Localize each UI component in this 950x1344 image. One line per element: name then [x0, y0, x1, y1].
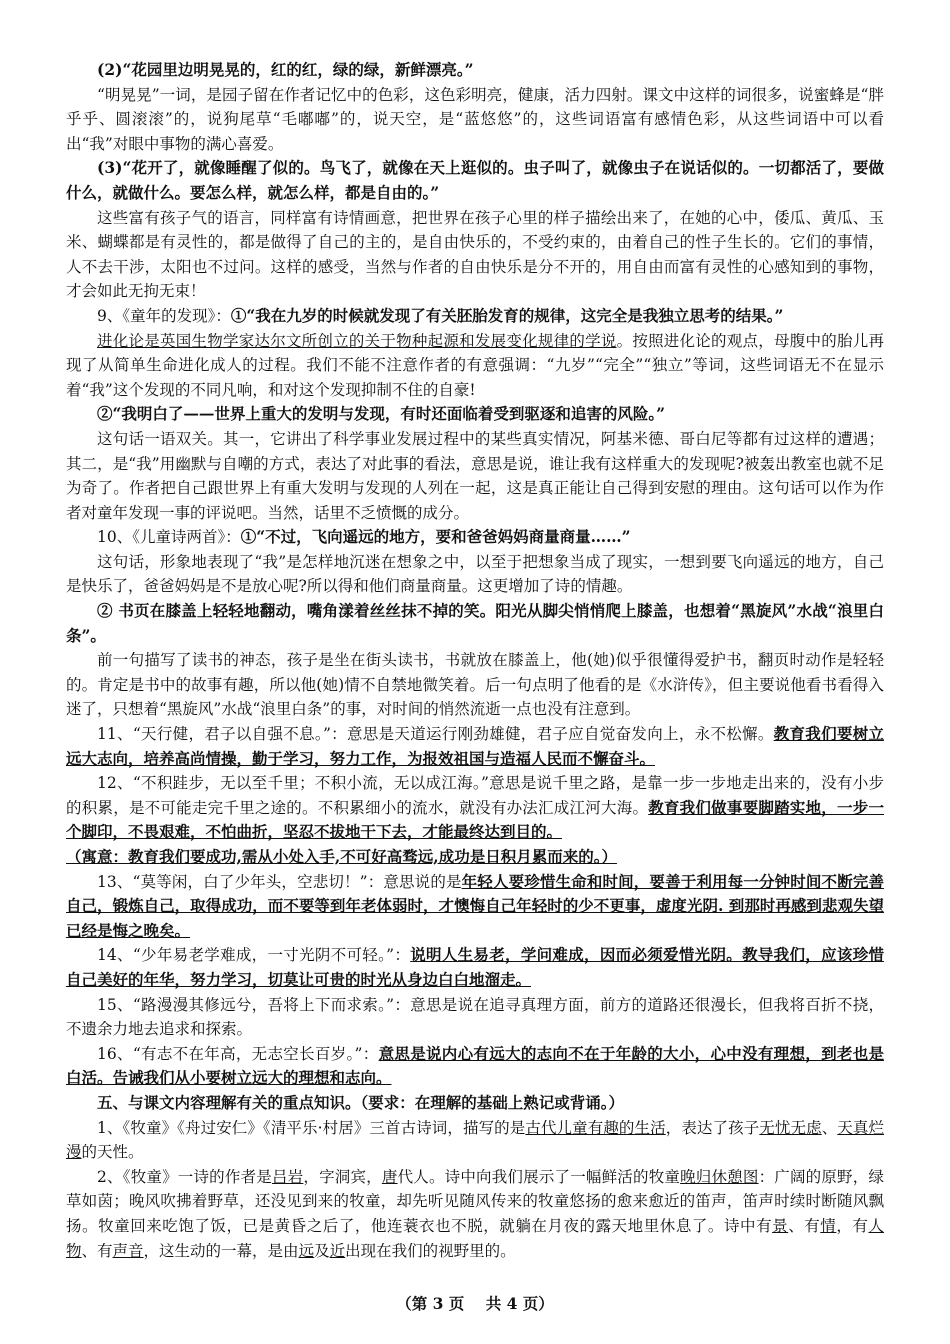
text-run: ，有: [836, 1216, 869, 1235]
paragraph: [66, 722, 884, 771]
text-run: 、: [821, 1118, 838, 1137]
text-run: ：广阔的原野，绿草如茵；晚风吹拂着野草，还没见到来的牧童，却先听见随风传来的牧童悠扬的愈来愈近的笛声，笛声时续时断随风飘扬。牧童回来吃饱了饭，已是黄昏之后了，他连蓑衣也不脱，就躺在月夜的露天地里休息了。诗中有: [66, 1167, 884, 1235]
text-run: 14、“少年易老学难成，一寸光阴不可轻。”：: [97, 946, 411, 965]
text-run: 11、“天行健，君子以自强不息。”：意思是天道运行刚劲雄健，君子应自觉奋发向上，永不松懈。: [97, 725, 774, 744]
paragraph: [66, 525, 884, 550]
text-run: 无忧无虑: [759, 1118, 822, 1137]
text-run: “明晃晃”一词，是园子留在作者记忆中的色彩，这色彩明亮，健康，活力四射。课文中这样的词很多，说蜜蜂是“胖乎乎、圆滚滚”的，说狗尾草“毛嘟嘟”的，说天空，是“蓝悠悠”的，这些词语富有感情色彩，从这些词语中可以看出“我”对眼中事物的满心喜爱。: [66, 85, 884, 153]
text-run: 9、《童年的发现》：: [97, 306, 231, 325]
text-run: (2)“花园里边明晃晃的，红的红，绿的绿，新鲜漂亮。”: [97, 60, 474, 79]
text-run: 、有: [81, 1241, 113, 1260]
document-body: [66, 58, 884, 1263]
text-run: 这句话一语双关。其一，它讲出了科学事业发展过程中的某些真实情况，阿基米德、哥白尼等都有过这样的遭遇；其二，是“我”用幽默与自嘲的方式，表达了对此事的看法，意思是说，谁让我有这样重大的发现呢?被轰出教室也就不足为奇了。作者把自己跟世界上有重大发明与发现的人列在一起，这是真正能让自己得到安慰的理由。这句话可以作为作者对童年发现一事的评说吧。当然，话里不乏愤慨的成分。: [66, 429, 884, 522]
text-run: ，表达了孩子: [665, 1118, 760, 1137]
text-run: 代人。诗中向我们展示了一幅鲜活的牧童: [397, 1167, 681, 1186]
text-run: ② 书页在膝盖上轻轻地翻动，嘴角漾着丝丝抹不掉的笑。阳光从脚尖悄悄爬上膝盖，也想着“黑旋风”水战“浪里白条”。: [66, 601, 884, 645]
paragraph: [66, 845, 884, 870]
paragraph: [66, 771, 884, 845]
paragraph: [66, 648, 884, 722]
paragraph: [66, 1042, 884, 1091]
text-run: 及: [314, 1241, 330, 1260]
text-run: 情: [820, 1216, 837, 1235]
text-run: 进化论是英国生物学家达尔文所创立的关于物种起源和发展变化规律的学说: [97, 331, 617, 350]
text-run: 前一句描写了读书的神态，孩子是坐在街头读书，书就放在膝盖上，他(她)似乎很懂得爱护书，翻页时动作是轻轻的。肯定是书中的故事有趣，所以他(她)情不自禁地微笑着。后一句点明了他看的是《水浒传》，但主要说他看书看得入迷了，只想着“黑旋风”水战“浪里白条”的事，对时间的悄然流逝一点也没有注意到。: [66, 651, 884, 719]
paragraph: [66, 304, 884, 329]
text-run: ①“不过，飞向遥远的地方，要和爸爸妈妈商量商量……”: [240, 527, 631, 547]
text-run: 古代儿童有趣的生活: [525, 1118, 666, 1137]
text-run: 唐: [381, 1167, 398, 1186]
text-run: 五、与课文内容理解有关的重点知识。（要求：在理解的基础上熟记或背诵。）: [97, 1092, 625, 1112]
text-run: ，这生动的一幕，是由: [143, 1241, 299, 1260]
paragraph: [66, 329, 884, 403]
text-run: 这些富有孩子气的语言，同样富有诗情画意，把世界在孩子心里的样子描绘出来了，在她的心中，倭瓜、黄瓜、玉米、蝴蝶都是有灵性的，都是做得了自己的主的，是自由快乐的，不受约束的，由着自己的性子生长的。它们的事情，人不去干涉，太阳也不过问。这样的感受，当然与作者的自由快乐是分不开的，用自由而富有灵性的心感知到的事物，才会如此无拘无束！: [66, 208, 884, 301]
text-run: 景: [772, 1216, 789, 1235]
paragraph: [66, 83, 884, 157]
paragraph: [66, 943, 884, 992]
text-run: 。按照进化论的观点，母腹中的胎儿再现了从简单生命进化成人的过程。我们不能不注意作者的有意强调：“九岁”“完全”“独立”等词，这些词语无不在显示着“我”这个发现的不同凡响，和对这个发现抑制不住的自豪!: [66, 331, 884, 399]
paragraph: [66, 599, 884, 648]
paragraph: [66, 550, 884, 599]
paragraph: [66, 58, 884, 83]
text-run: 意思是说内心有远大的志向不在于年龄的大小，心中没有理想，到老也是白活。告诫我们从小要树立远大的理想和志向。: [66, 1043, 884, 1088]
text-run: 12、“不积跬步，无以至千里；不积小流，无以成江海。”意思是说千里之路，是靠一步一步地走出来的，没有小步的积累，是不可能走完千里之途的。不积累细小的流水，就没有办法汇成江河大海。: [66, 774, 884, 817]
paragraph: [66, 156, 884, 205]
text-run: 天真烂漫: [66, 1118, 884, 1162]
page-total: 共 4 页）: [485, 1294, 554, 1313]
paragraph: [66, 1165, 884, 1263]
paragraph: [66, 870, 884, 944]
text-run: 16、“有志不在年高，无志空长百岁。”：: [97, 1044, 379, 1063]
text-run: ①“我在九岁的时候就发现了有关胚胎发育的规律，这完全是我独立思考的结果。”: [230, 305, 784, 325]
paragraph: [66, 1091, 884, 1116]
text-run: 近: [329, 1241, 346, 1260]
text-run: 远: [298, 1241, 315, 1260]
text-run: ，字洞宾，: [303, 1167, 382, 1186]
text-run: 声音: [112, 1241, 144, 1260]
text-run: 这句话，形象地表现了“我”是怎样地沉迷在想象之中，以至于把想象当成了现实，一想到要飞向遥远的地方，自己是快乐了，爸爸妈妈是不是放心呢?所以得和他们商量商量。这更增加了诗的情趣。: [66, 552, 884, 596]
text-run: 13、“莫等闲，白了少年头，空悲切！”：意思说的是: [97, 872, 462, 891]
text-run: 2、《牧童》一诗的作者是: [97, 1167, 272, 1186]
text-run: 人物: [66, 1216, 884, 1260]
paragraph: [66, 206, 884, 304]
text-run: 出现在我们的视野里的。: [345, 1241, 516, 1260]
paragraph: [66, 993, 884, 1042]
text-run: 说明人生易老，学问难成，因而必须爱惜光阴。教导我们，应该珍惜自己美好的年华，努力学习，切莫让可贵的时光从身边白白地溜走。: [66, 945, 884, 989]
text-run: 10、《儿童诗两首》：: [97, 528, 241, 547]
text-run: ②“我明白了——世界上重大的发明与发现，有时还面临着受到驱逐和追害的风险。”: [97, 404, 666, 424]
page-number: （第 3 页: [396, 1294, 465, 1313]
text-run: 吕岩: [271, 1167, 304, 1186]
text-run: 的天性。: [81, 1143, 144, 1162]
text-run: 教育我们做事要脚踏实地，一步一个脚印，不畏艰难，不怕曲折，坚忍不拔地干下去，才能最终达到目的。: [66, 797, 884, 842]
paragraph: [66, 1116, 884, 1165]
text-run: 晚归休憩图: [680, 1167, 759, 1186]
text-run: 教育我们要树立远大志向，培养高尚情操，勤于学习，努力工作，为报效祖国与造福人民而不懈奋斗。: [66, 724, 884, 768]
text-run: 1、《牧童》《舟过安仁》《清平乐·村居》三首古诗词，描写的是: [97, 1118, 526, 1137]
paragraph: [66, 427, 884, 525]
page-footer: [0, 1292, 950, 1317]
paragraph: [66, 402, 884, 427]
text-run: 、有: [788, 1216, 821, 1235]
text-run: 15、“路漫漫其修远兮，吾将上下而求索。”：意思是说在追寻真理方面，前方的道路还很漫长，但我将百折不挠，不遗余力地去追求和探索。: [66, 995, 884, 1039]
text-run: 年轻人要珍惜生命和时间，要善于利用每一分钟时间不断完善自己，锻炼自己，取得成功，而不要等到年老体弱时，才懊悔自己年轻时的少不更事，虚度光阴. 到那时再感到悲观失望已经是悔之晚矣。: [66, 871, 884, 940]
text-run: (3)“花开了，就像睡醒了似的。鸟飞了，就像在天上逛似的。虫子叫了，就像虫子在说话似的。一切都活了，要做什么，就做什么。要怎么样，就怎么样，都是自由的。”: [66, 158, 884, 202]
text-run: （寓意：教育我们要成功,需从小处入手,不可好高骛远,成功是日积月累而来的。）: [66, 847, 617, 866]
